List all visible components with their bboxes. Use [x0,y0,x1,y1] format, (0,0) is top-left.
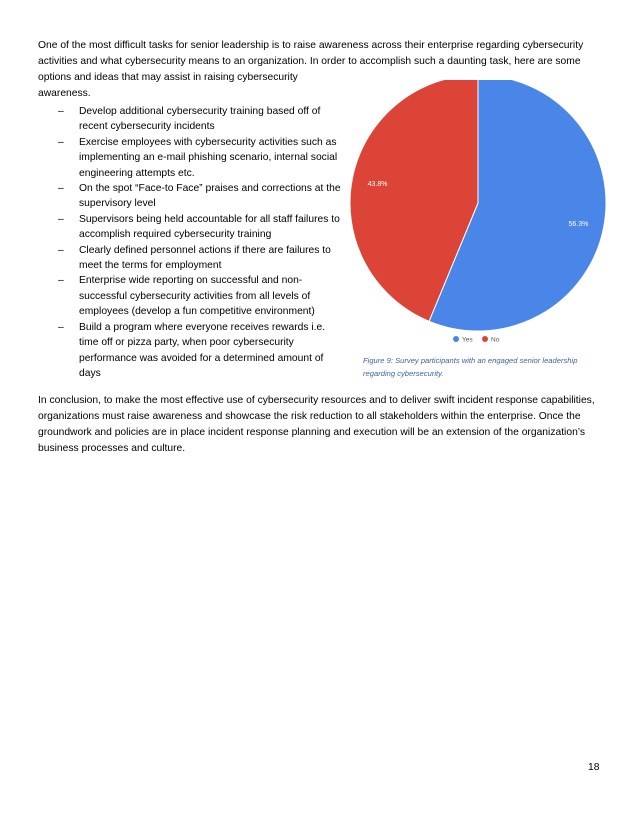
pie-chart [343,80,613,350]
dash-bullet: – [58,244,64,256]
survey-figure [343,80,613,380]
list-item [38,320,344,382]
list-item [38,135,344,181]
list-item-text: Enterprise wide reporting on successful and non-successful cybersecurity activities from all levels of employees (develop a fun competitive environment) [79,275,315,318]
intro-paragraph-line-2: options and ideas that may assist in raising cybersecurity awareness. [38,72,298,99]
dash-bullet: – [58,213,64,225]
dash-bullet: – [58,275,64,287]
list-item [38,104,344,135]
data-label-yes: 56.3% [568,220,589,228]
list-item-text: Develop additional cybersecurity training based off of recent cybersecurity incidents [79,106,321,133]
list-item [38,243,344,274]
list-item-text: Build a program where everyone receives rewards i.e. time off or pizza party, when poor cybersecurity performance was avoided for a determined amount of days [79,321,326,379]
intro-paragraph-line-1: One of the most difficult tasks for senior leadership is to raise awareness across their enterprise regarding cybersecurity activities and what cybersecurity means to an organization. In order to accomplish such a daunting task, here are some [38,40,584,67]
list-item [38,273,344,319]
list-item-text: Exercise employees with cybersecurity activities such as implementing an e-mail phishing scenario, internal social engineering attempts etc. [79,136,338,179]
figure-caption: Figure 9: Survey participants with an engaged senior leadership regarding cybersecurity. [363,356,578,378]
list-item [38,212,344,243]
legend-swatch-yes [453,336,459,342]
data-label-no: 43.8% [367,181,388,189]
list-item [38,181,344,212]
legend-label-no: No [491,336,500,344]
dash-bullet: – [58,321,64,333]
dash-bullet: – [58,136,64,148]
page-number: 18 [588,762,600,773]
dash-bullet: – [58,183,64,195]
legend-label-yes: Yes [462,336,473,344]
list-item-text: Clearly defined personnel actions if there are failures to meet the terms for employment [79,244,331,272]
list-item-text: Supervisors being held accountable for all staff failures to accomplish required cybersecurity training [79,213,340,241]
conclusion-paragraph: In conclusion, to make the most effective use of cybersecurity resources and to deliver swift incident response capabilities, organizations must raise awareness and showcase the risk reduction to all stakeholders within the enterprise. Once the groundwork and policies are in place incident response planning and execution will be an extension of the organization’s business processes and culture. [38,395,595,454]
dash-bullet: – [58,106,64,117]
legend-swatch-no [482,336,488,342]
recommendation-list [38,104,344,381]
list-item-text: On the spot “Face-to Face” praises and corrections at the supervisory level [79,183,341,210]
